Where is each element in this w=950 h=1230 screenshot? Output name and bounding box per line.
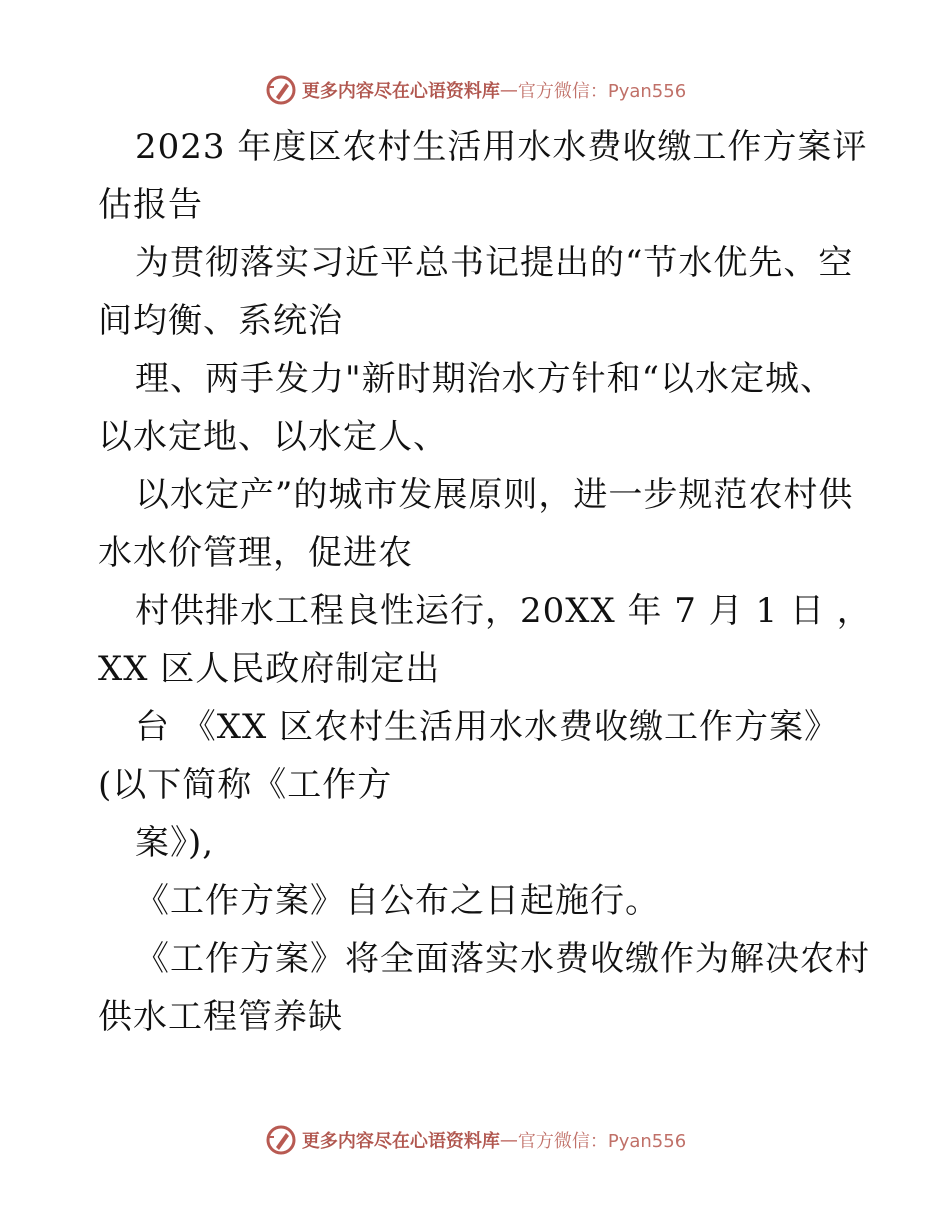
paragraph-line: 间均衡、系统治 [98,301,343,341]
pen-nib-circle-icon [264,1123,298,1157]
watermark-brand: 更多内容尽在心语资料库 [301,1131,500,1152]
paragraph-line: (以下简称《工作方 [98,765,393,805]
paragraph-line: 理、两手发力"新时期治水方针和“以水定城、 [135,359,836,399]
paragraph-line: 《工作方案》将全面落实水费收缴作为解决农村 [135,939,870,979]
paragraph-line: 台 《XX 区农村生活用水水费收缴工作方案》 [135,707,840,747]
paragraph-line: 村供排水工程良性运行，20XX 年 7 月 1 日 ， [135,591,872,631]
watermark-wechat: 官方微信：Pyan556 [517,81,687,102]
title-line-1: 2023 年度区农村生活用水水费收缴工作方案评 [135,127,868,167]
watermark-header [0,70,950,110]
paragraph-line: 以水定地、以水定人、 [98,417,448,457]
watermark-footer [0,1120,950,1160]
paragraph-line: 为贯彻落实习近平总书记提出的“节水优先、空 [135,243,854,283]
paragraph-line: 水水价管理，促进农 [98,533,413,573]
paragraph-line: 《工作方案》自公布之日起施行。 [135,881,660,921]
watermark-brand: 更多内容尽在心语资料库 [301,81,500,102]
paragraph-line: 案》), [135,823,215,863]
paragraph-line: 以水定产”的城市发展原则，进一步规范农村供 [135,475,854,515]
paragraph-line: XX 区人民政府制定出 [98,649,441,689]
paragraph-line: 供水工程管养缺 [98,997,343,1037]
watermark-separator: — [499,1129,518,1151]
pen-nib-circle-icon [264,73,298,107]
watermark-wechat: 官方微信：Pyan556 [517,1131,687,1152]
watermark-separator: — [499,79,518,101]
title-line-2: 估报告 [98,185,203,225]
